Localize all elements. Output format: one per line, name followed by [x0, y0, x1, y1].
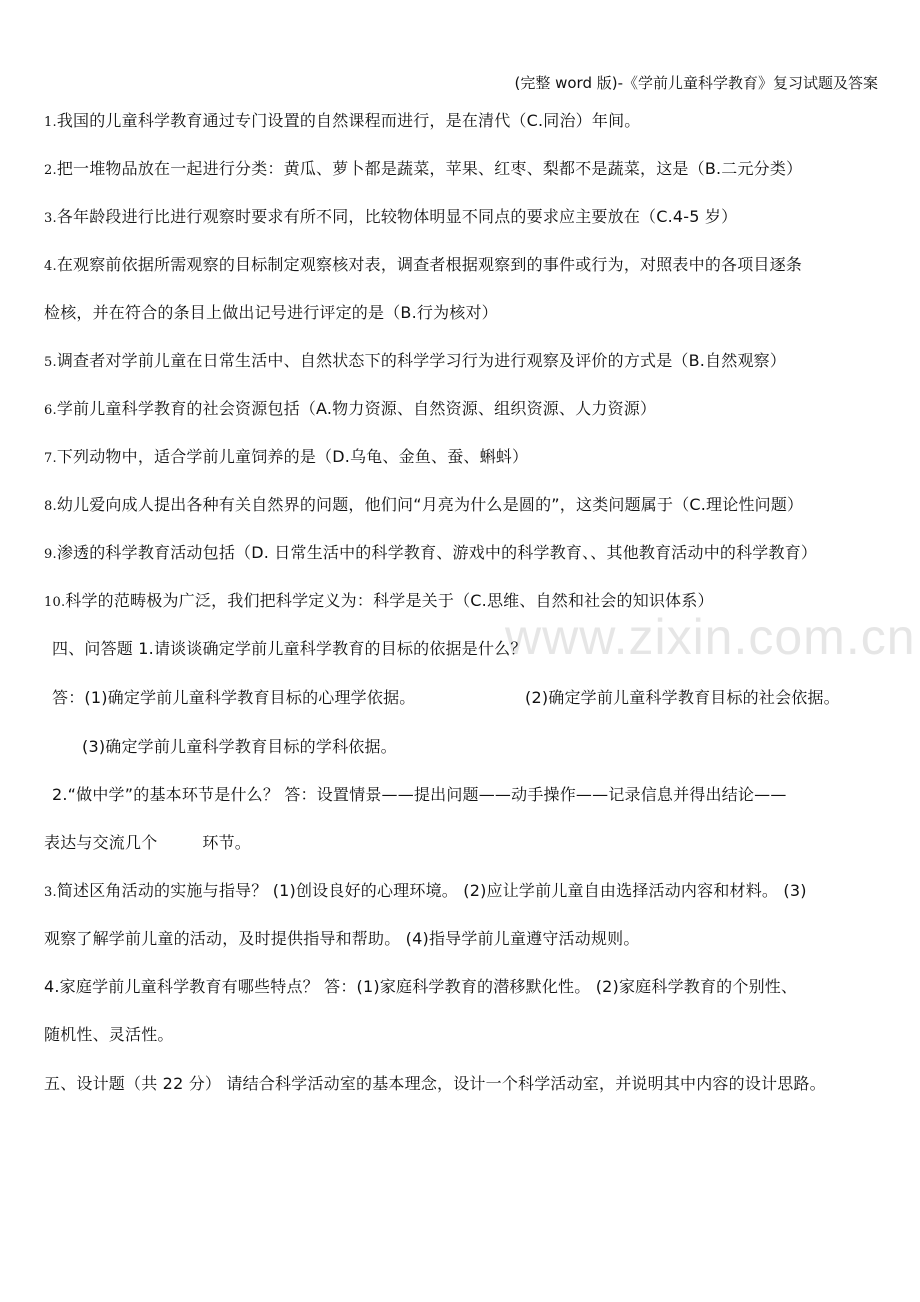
question-text: 幼儿爱向成人提出各种有关自然界的问题，他们问“月亮为什么是圆的”，这类问题属于（C.理论性问题）	[56, 495, 804, 514]
answer-1-part-3: (3)确定学前儿童科学教育目标的学科依据。	[82, 737, 397, 756]
question-8	[44, 494, 803, 518]
question-number: 3.	[44, 885, 57, 900]
question-text: 检核，并在符合的条目上做出记号进行评定的是（B.行为核对）	[44, 303, 498, 322]
question-number: 3.	[44, 211, 57, 226]
question-text: 调查者对学前儿童在日常生活中、自然状态下的科学学习行为进行观察及评价的方式是（B.自然观察）	[56, 351, 787, 370]
question-text: 渗透的科学教育活动包括（D. 日常生活中的科学教育、游戏中的科学教育、、其他教育活动中的科学教育）	[56, 543, 818, 562]
question-number: 6.	[44, 403, 57, 418]
watermark: www.zixin.com.cn	[505, 609, 916, 665]
section-4-heading: 四、问答题 1.请谈谈确定学前儿童科学教育的目标的依据是什么？	[52, 639, 527, 658]
question-2-line-2b: 环节。	[202, 833, 252, 852]
question-4	[44, 254, 802, 278]
question-2	[44, 158, 802, 182]
question-number: 8.	[44, 499, 57, 514]
question-text: 简述区角活动的实施与指导？ (1)创设良好的心理环境。 (2)应让学前儿童自由选择活动内容和材料。 (3)	[56, 881, 807, 900]
question-5	[44, 350, 786, 374]
question-10	[44, 590, 714, 614]
question-3-line-1	[44, 880, 807, 904]
question-text: 把一堆物品放在一起进行分类：黄瓜、萝卜都是蔬菜，苹果、红枣、梨都不是蔬菜，这是（B.二元分类）	[56, 159, 803, 178]
question-2-line-2a: 表达与交流几个	[44, 833, 158, 852]
question-number: 7.	[44, 451, 57, 466]
question-text: 我国的儿童科学教育通过专门设置的自然课程而进行，是在清代（C.同治）年间。	[56, 111, 641, 130]
question-text: 在观察前依据所需观察的目标制定观察核对表，调查者根据观察到的事件或行为，对照表中的各项目逐条	[56, 255, 803, 274]
question-number: 10.	[44, 595, 66, 610]
question-7	[44, 446, 528, 470]
question-number: 9.	[44, 547, 57, 562]
question-text: 科学的范畴极为广泛，我们把科学定义为：科学是关于（C.思维、自然和社会的知识体系）	[65, 591, 714, 610]
question-9	[44, 542, 817, 566]
question-number: 1.	[44, 115, 57, 130]
question-3	[44, 206, 737, 230]
question-4-line-2: 随机性、灵活性。	[44, 1025, 174, 1044]
question-4-continued	[44, 302, 498, 326]
document-header: (完整 word 版)-《学前儿童科学教育》复习试题及答案	[514, 74, 878, 92]
section-5-heading: 五、设计题（共 22 分） 请结合科学活动室的基本理念，设计一个科学活动室，并说明其中内容的设计思路。	[44, 1074, 826, 1093]
question-number: 2.	[44, 163, 57, 178]
question-6	[44, 398, 656, 422]
question-3-line-2: 观察了解学前儿童的活动，及时提供指导和帮助。 (4)指导学前儿童遵守活动规则。	[44, 929, 640, 948]
question-1	[44, 110, 640, 134]
question-text: 下列动物中，适合学前儿童饲养的是（D.乌龟、金鱼、蚕、蝌蚪）	[56, 447, 529, 466]
answer-1-part-1: 答：(1)确定学前儿童科学教育目标的心理学依据。	[52, 688, 416, 707]
answer-1-part-2: (2)确定学前儿童科学教育目标的社会依据。	[525, 688, 840, 707]
question-4-line-1: 4.家庭学前儿童科学教育有哪些特点？ 答：(1)家庭科学教育的潜移默化性。 (2)家庭科学教育的个别性、	[44, 977, 798, 996]
question-2-line-2	[44, 832, 251, 854]
question-text: 各年龄段进行比进行观察时要求有所不同，比较物体明显不同点的要求应主要放在（C.4-5 岁）	[56, 207, 738, 226]
question-2-line-1: 2.“做中学”的基本环节是什么？ 答：设置情景——提出问题——动手操作——记录信息并得出结论——	[52, 785, 787, 804]
question-number: 4.	[44, 259, 57, 274]
question-text: 学前儿童科学教育的社会资源包括（A.物力资源、自然资源、组织资源、人力资源）	[56, 399, 657, 418]
question-number: 5.	[44, 355, 57, 370]
